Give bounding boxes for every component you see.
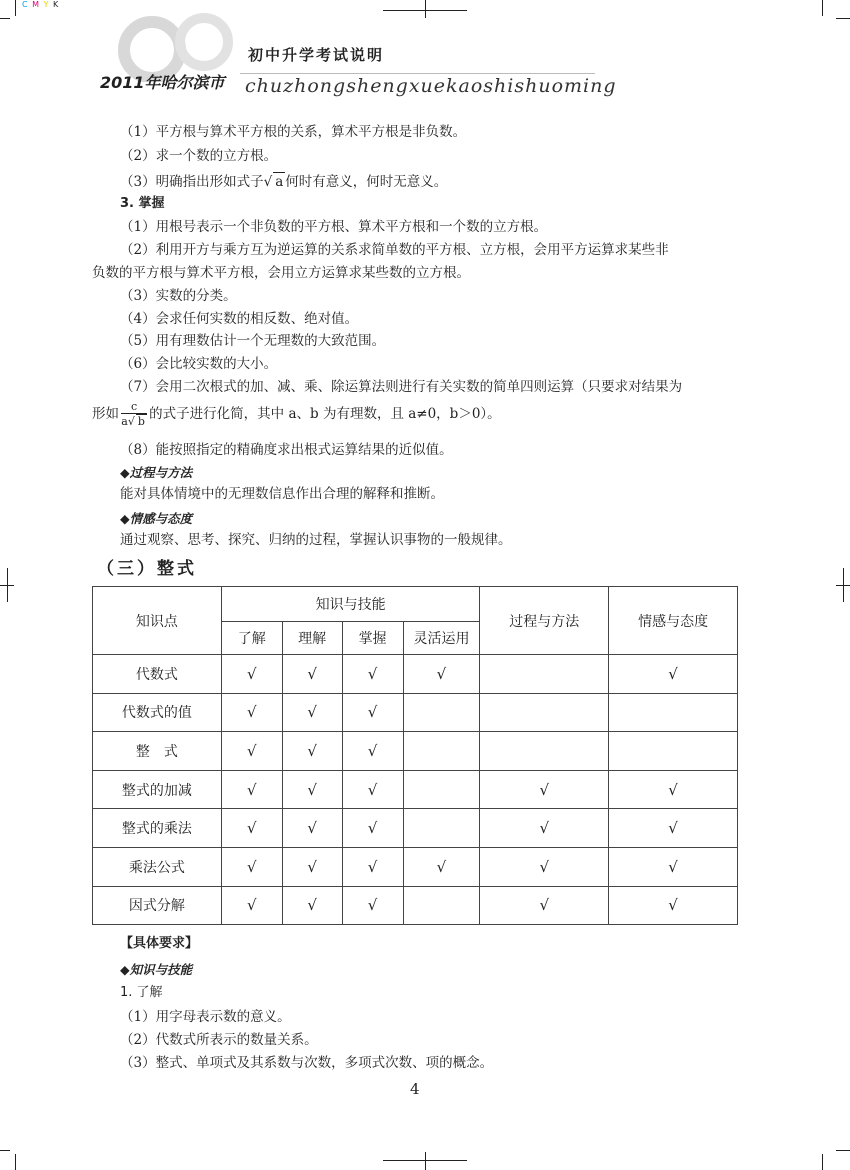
table-cell xyxy=(480,732,609,771)
row-label: 整式的乘法 xyxy=(93,809,222,848)
text-segment: 的式子进行化简，其中 a、b 为有理数，且 a≠0，b＞0）。 xyxy=(149,406,501,422)
text-line: 负数的平方根与算术平方根，会用立方运算求某些数的立方根。 xyxy=(92,265,470,281)
subheader-flexible-use: 灵活运用 xyxy=(403,622,480,655)
table-body xyxy=(93,655,738,925)
table-cell: √ xyxy=(480,809,609,848)
fraction xyxy=(121,400,147,428)
page-number: 4 xyxy=(410,1080,420,1098)
fraction-denominator: a√ b xyxy=(121,415,145,428)
sqrt-sign: √ xyxy=(263,174,273,190)
text-line: 通过观察、思考、探究、归纳的过程，掌握认识事物的一般规律。 xyxy=(120,532,512,548)
subheader-master: 掌握 xyxy=(342,622,403,655)
table-cell: √ xyxy=(403,847,480,886)
cmyk-y: Y xyxy=(43,0,50,9)
table-cell: √ xyxy=(609,847,738,886)
table-row xyxy=(93,732,738,771)
text-line: （1）用字母表示数的意义。 xyxy=(120,1009,291,1025)
text-line-sqrt xyxy=(120,172,447,191)
requirements-table xyxy=(92,586,738,925)
table-cell xyxy=(480,693,609,732)
table-cell: √ xyxy=(342,732,403,771)
table-row xyxy=(93,809,738,848)
header-year-city: 2011年哈尔滨市 xyxy=(100,73,225,92)
table-row xyxy=(93,847,738,886)
subheading-knowledge: ◆知识与技能 xyxy=(120,962,193,977)
subheading-process: ◆过程与方法 xyxy=(120,465,193,480)
header-pinyin: chuzhongshengxuekaoshishuoming xyxy=(245,75,617,97)
table-row xyxy=(93,693,738,732)
table-cell: √ xyxy=(221,770,282,809)
table-cell: √ xyxy=(342,770,403,809)
cmyk-c: C xyxy=(22,0,29,9)
row-label: 整式的加减 xyxy=(93,770,222,809)
header-title: 初中升学考试说明 xyxy=(248,46,385,64)
table-cell: √ xyxy=(221,655,282,694)
cmyk-k: K xyxy=(53,0,60,9)
crop-mark xyxy=(822,0,823,16)
row-label: 代数式的值 xyxy=(93,693,222,732)
specific-requirements-heading: 【具体要求】 xyxy=(120,936,199,951)
crop-mark xyxy=(822,1154,823,1170)
text-line-fraction xyxy=(92,400,501,428)
table-cell: √ xyxy=(403,655,480,694)
heading-understand: 1. 了解 xyxy=(120,985,163,1000)
text-line: （2）利用开方与乘方互为逆运算的关系求简单数的平方根、立方根，会用平方运算求某些非 xyxy=(120,242,669,258)
subheading-emotion: ◆情感与态度 xyxy=(120,511,193,526)
row-label: 乘法公式 xyxy=(93,847,222,886)
crop-mark xyxy=(0,18,10,19)
table-cell: √ xyxy=(282,732,342,771)
header-emotion-attitude: 情感与态度 xyxy=(609,587,738,655)
table-cell: √ xyxy=(221,732,282,771)
row-label: 代数式 xyxy=(93,655,222,694)
denominator-b: b xyxy=(137,415,145,428)
table-cell: √ xyxy=(342,693,403,732)
crop-mark xyxy=(0,1150,10,1151)
text-line: （2）代数式所表示的数量关系。 xyxy=(120,1032,318,1048)
table-cell: √ xyxy=(282,693,342,732)
table-cell: √ xyxy=(221,886,282,925)
table-cell: √ xyxy=(480,847,609,886)
sqrt-radicand: a xyxy=(275,174,284,190)
table-cell: √ xyxy=(282,886,342,925)
text-line: （5）用有理数估计一个无理数的大致范围。 xyxy=(120,333,386,349)
table-cell xyxy=(609,693,738,732)
text-line: 能对具体情境中的无理数信息作出合理的解释和推断。 xyxy=(120,486,444,502)
table-cell: √ xyxy=(221,809,282,848)
text-line: （3）整式、单项式及其系数与次数，多项式次数、项的概念。 xyxy=(120,1055,494,1071)
table-row xyxy=(93,655,738,694)
table-row xyxy=(93,770,738,809)
text-segment: （3）明确指出形如式子 xyxy=(120,174,264,190)
text-line: （4）会求任何实数的相反数、绝对值。 xyxy=(120,311,359,327)
text-line: （3）实数的分类。 xyxy=(120,288,237,304)
table-cell: √ xyxy=(221,693,282,732)
subheader-comprehend: 理解 xyxy=(282,622,342,655)
row-label: 因式分解 xyxy=(93,886,222,925)
table-cell: √ xyxy=(609,770,738,809)
table-cell: √ xyxy=(282,847,342,886)
text-segment: 形如 xyxy=(92,406,119,422)
text-line: （2）求一个数的立方根。 xyxy=(120,148,278,164)
table-cell xyxy=(609,732,738,771)
table-cell: √ xyxy=(480,770,609,809)
table-cell: √ xyxy=(609,809,738,848)
table-cell: √ xyxy=(480,886,609,925)
table-cell: √ xyxy=(282,770,342,809)
table-cell xyxy=(403,886,480,925)
table-cell: √ xyxy=(282,655,342,694)
text-line: （1）用根号表示一个非负数的平方根、算术平方根和一个数的立方根。 xyxy=(120,219,548,235)
header-process-method: 过程与方法 xyxy=(480,587,609,655)
table-cell: √ xyxy=(609,886,738,925)
table-cell xyxy=(403,809,480,848)
crop-mark xyxy=(843,568,844,602)
table-cell: √ xyxy=(342,886,403,925)
crop-mark xyxy=(7,568,8,602)
crop-mark xyxy=(836,18,850,19)
crop-mark xyxy=(15,0,16,16)
text-line: （6）会比较实数的大小。 xyxy=(120,356,278,372)
table-row xyxy=(93,886,738,925)
denominator-a: a xyxy=(121,415,128,428)
header-divider xyxy=(240,73,595,74)
table-cell xyxy=(403,693,480,732)
text-line: （8）能按照指定的精确度求出根式运算结果的近似值。 xyxy=(120,442,453,458)
cmyk-m: M xyxy=(32,0,41,9)
crop-mark xyxy=(15,1154,16,1170)
crop-mark xyxy=(836,1150,850,1151)
table-cell: √ xyxy=(221,847,282,886)
cmyk-registration xyxy=(22,0,59,9)
text-line: （1）平方根与算术平方根的关系，算术平方根是非负数。 xyxy=(120,124,467,140)
subheader-understand: 了解 xyxy=(221,622,282,655)
fraction-numerator: c xyxy=(121,400,147,414)
table-cell: √ xyxy=(609,655,738,694)
header-knowledge-point: 知识点 xyxy=(93,587,222,655)
crop-mark xyxy=(425,1152,426,1170)
table-cell: √ xyxy=(342,655,403,694)
header-knowledge-skills: 知识与技能 xyxy=(221,587,480,622)
row-label: 整 式 xyxy=(93,732,222,771)
heading-master: 3. 掌握 xyxy=(120,196,165,211)
section-title: （三）整式 xyxy=(97,559,197,579)
crop-mark xyxy=(425,0,426,18)
table-cell: √ xyxy=(342,847,403,886)
text-line: （7）会用二次根式的加、减、乘、除运算法则进行有关实数的简单四则运算（只要求对结果为 xyxy=(120,379,683,395)
table-cell xyxy=(480,655,609,694)
text-segment: 何时有意义，何时无意义。 xyxy=(285,174,448,190)
table-cell xyxy=(403,770,480,809)
table-cell xyxy=(403,732,480,771)
table-cell: √ xyxy=(282,809,342,848)
table-cell: √ xyxy=(342,809,403,848)
